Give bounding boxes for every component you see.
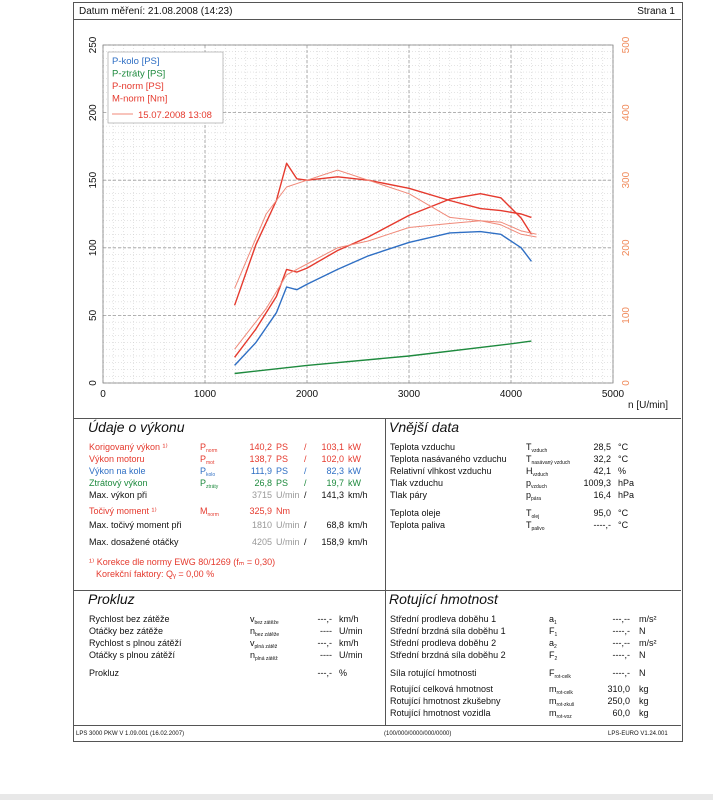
udaje-unit-2: kW [348, 478, 361, 488]
udaje-label: Výkon na kole [89, 466, 146, 476]
y-right-tick-label: 400 [621, 104, 632, 121]
symbol [526, 490, 541, 505]
symbol-subscript: ztráty [206, 484, 219, 490]
y-left-tick-label: 50 [88, 309, 99, 321]
vnejsi-label: Tlak vzduchu [390, 478, 444, 488]
rotujici-label: Síla rotující hmotnosti [390, 668, 477, 678]
udaje-value: 4205 [251, 537, 272, 547]
rotujici-value: 250,0 [607, 696, 630, 706]
udaje-separator: / [304, 478, 307, 488]
udaje-unit-2: km/h [348, 490, 368, 500]
legend-entry: P-kolo [PS] [112, 56, 160, 67]
legend-entry: 15.07.2008 13:08 [138, 110, 212, 121]
rotujici-unit: N [639, 626, 646, 636]
rotujici-label: Střední brzdná síla doběhu 2 [390, 650, 506, 660]
legend-entry: P-ztráty [PS] [112, 68, 166, 80]
udaje-unit-2: kW [348, 454, 361, 464]
udaje-separator: / [304, 520, 307, 530]
udaje-unit-2: km/h [348, 537, 368, 547]
rotujici-label: Rotující hmotnost vozidla [390, 708, 491, 718]
vnejsi-value: ----,- [593, 520, 611, 530]
symbol-letter: m [549, 684, 557, 694]
symbol-letter: F [549, 650, 555, 660]
symbol-letter: P [200, 442, 207, 452]
prokluz-label: Otáčky s plnou zátěží [89, 650, 176, 660]
udaje-separator: / [304, 490, 307, 500]
udaje-label: Max. dosažené otáčky [89, 537, 179, 547]
prokluz-label: Otáčky bez zátěže [89, 626, 164, 636]
symbol-subscript: olej [531, 514, 540, 520]
udaje-title: Údaje o výkonu [88, 419, 185, 435]
symbol-letter: v [250, 614, 255, 624]
udaje-unit: Nm [276, 506, 290, 516]
symbol-letter: T [526, 442, 532, 452]
udaje-unit: U/min [276, 490, 300, 500]
measurement-date: Datum měření: 21.08.2008 (14:23) [79, 6, 233, 17]
y-left-tick-label: 150 [88, 171, 99, 189]
udaje-unit: U/min [276, 520, 300, 530]
y-left-tick-label: 250 [88, 36, 99, 54]
vnejsi-value: 42,1 [593, 466, 611, 476]
y-left-tick-label: 200 [88, 104, 99, 121]
column-divider [385, 418, 386, 590]
prokluz-label: Rychlost s plnou zátěží [89, 638, 182, 648]
udaje-unit-2: kW [348, 442, 361, 452]
vnejsi-label: Tlak páry [390, 490, 428, 500]
vnejsi-unit: °C [618, 454, 629, 464]
rotujici-value: 310,0 [607, 684, 630, 694]
rotujici-value: ---,-- [612, 638, 630, 648]
prokluz-value: ---,- [317, 638, 332, 648]
legend-entry: P-norm [PS] [112, 81, 164, 92]
symbol-subscript: 1 [554, 620, 557, 626]
prokluz-unit: % [339, 668, 348, 678]
x-axis-label: n [U/min] [627, 400, 668, 411]
rotujici-value: ----,- [612, 650, 630, 660]
udaje-unit-2: kW [348, 466, 361, 476]
vnejsi-label: Teplota oleje [390, 508, 441, 518]
rotujici-unit: N [639, 668, 646, 678]
symbol-subscript: norm [207, 512, 219, 518]
vnejsi-value: 16,4 [593, 490, 611, 500]
prokluz-title: Prokluz [88, 591, 135, 607]
correction-factor: Korekční faktory: Qᵧ = 0,00 % [96, 569, 215, 579]
symbol-letter: P [200, 454, 207, 464]
symbol-letter: T [526, 454, 532, 464]
vnejsi-label: Teplota paliva [390, 520, 446, 530]
udaje-value: 138,7 [249, 454, 272, 464]
prokluz-unit: U/min [339, 626, 363, 636]
series-line-0 [235, 232, 532, 366]
symbol-subscript: 2 [554, 644, 557, 650]
symbol-subscript: nasávaný vzduch [531, 460, 571, 466]
udaje-value-2: 102,0 [321, 454, 344, 464]
page-number: Strana 1 [637, 6, 675, 17]
symbol-subscript: vzduch [531, 484, 547, 490]
symbol [549, 650, 557, 665]
symbol-subscript: rot-voz [556, 714, 572, 720]
udaje-unit: U/min [276, 537, 300, 547]
symbol [549, 668, 571, 683]
rotujici-label: Rotující celková hmotnost [390, 684, 494, 694]
udaje-separator: / [304, 466, 307, 476]
symbol-subscript: palivo [531, 526, 545, 532]
udaje-value-2: 103,1 [321, 442, 344, 452]
prokluz-value: ---- [320, 626, 332, 636]
udaje-separator: / [304, 454, 307, 464]
x-tick-label: 2000 [295, 389, 319, 400]
x-tick-label: 4000 [499, 389, 523, 400]
udaje-unit-2: km/h [348, 520, 368, 530]
y-right-tick-label: 0 [621, 380, 632, 386]
symbol-letter: a [549, 614, 555, 624]
legend-entry: M-norm [Nm] [112, 93, 168, 105]
rotujici-value: ---,-- [612, 614, 630, 624]
symbol-letter: F [549, 626, 555, 636]
vnejsi-unit: °C [618, 442, 629, 452]
rotujici-value: ----,- [612, 626, 630, 636]
series-line-1 [235, 341, 532, 373]
prokluz-value: ---,- [317, 614, 332, 624]
symbol-letter: a [549, 638, 555, 648]
symbol-letter: T [526, 520, 532, 530]
x-tick-label: 3000 [397, 389, 421, 400]
y-right-tick-label: 300 [621, 171, 632, 189]
rotujici-value: 60,0 [612, 708, 630, 718]
symbol-subscript: kolo [206, 472, 216, 478]
udaje-label: Max. výkon při [89, 490, 148, 500]
footer-software-version: LPS 3000 PKW V 1.09.001 (16.02.2007) [76, 731, 185, 737]
symbol [549, 708, 572, 723]
vnejsi-value: 95,0 [593, 508, 611, 518]
symbol [250, 650, 278, 665]
rotujici-unit: kg [639, 708, 649, 718]
symbol-letter: P [200, 478, 207, 488]
symbol-letter: n [250, 650, 256, 660]
udaje-label: Výkon motoru [89, 454, 145, 464]
symbol-subscript: 1 [554, 632, 558, 638]
symbol-subscript: plná zátěž [255, 656, 278, 662]
udaje-value: 1810 [251, 520, 272, 530]
udaje-value: 26,8 [254, 478, 272, 488]
prokluz-label: Prokluz [89, 668, 120, 678]
footer-euro-version: LPS-EURO V1.24.001 [608, 731, 668, 737]
symbol-subscript: mot [206, 460, 215, 466]
symbol-letter: m [549, 708, 557, 718]
prokluz-unit: km/h [339, 614, 359, 624]
rotujici-value: ----,- [612, 668, 630, 678]
udaje-value: 140,2 [249, 442, 272, 452]
prokluz-value: ---- [320, 650, 332, 660]
vnejsi-label: Teplota nasávaného vzduchu [390, 454, 507, 464]
prokluz-label: Rychlost bez zátěže [89, 614, 170, 624]
prokluz-value: ---,- [317, 668, 332, 678]
y-left-tick-label: 0 [88, 380, 99, 386]
rotujici-label: Střední prodleva doběhu 2 [390, 638, 497, 648]
symbol-subscript: rot-celk [556, 690, 573, 696]
symbol-subscript: norm [206, 448, 218, 454]
symbol-letter: p [526, 490, 532, 500]
symbol-letter: v [250, 638, 255, 648]
symbol-subscript: 2 [554, 656, 558, 662]
symbol-subscript: bez zátěže [255, 632, 280, 638]
rotujici-unit: N [639, 650, 646, 660]
udaje-unit: PS [276, 466, 289, 476]
symbol-subscript: pára [531, 496, 542, 502]
symbol-subscript: vzduch [531, 448, 548, 454]
vnejsi-title: Vnější data [389, 419, 460, 435]
y-left-tick-label: 100 [88, 239, 99, 257]
udaje-unit: PS [276, 454, 289, 464]
prokluz-unit: U/min [339, 650, 363, 660]
y-right-tick-label: 200 [621, 239, 632, 257]
udaje-value-2: 158,9 [321, 537, 344, 547]
rotujici-label: Střední brzdná síla doběhu 1 [390, 626, 506, 636]
y-right-tick-label: 100 [621, 307, 632, 324]
udaje-value-2: 141,3 [321, 490, 344, 500]
udaje-unit: PS [276, 478, 289, 488]
udaje-value: 3715 [251, 490, 272, 500]
vnejsi-value: 32,2 [593, 454, 611, 464]
rotujici-unit: kg [639, 696, 649, 706]
vnejsi-value: 1009,3 [583, 478, 611, 488]
vnejsi-unit: % [618, 466, 627, 476]
udaje-value: 325,9 [249, 506, 272, 516]
udaje-label: Ztrátový výkon [89, 478, 148, 488]
vnejsi-label: Relativní vlhkost vzduchu [390, 466, 492, 476]
udaje-label: Korigovaný výkon ¹⁾ [89, 442, 168, 452]
symbol-subscript: plná zátěž [254, 644, 278, 650]
symbol [200, 478, 218, 493]
correction-note: ¹⁾ Korekce dle normy EWG 80/1269 (fₘ = 0,30) [89, 557, 276, 567]
rotujici-unit: m/s² [639, 638, 657, 648]
scan-edge [0, 794, 713, 800]
x-tick-label: 1000 [193, 389, 217, 400]
prokluz-unit: km/h [339, 638, 359, 648]
symbol-subscript: bez zátěže [254, 620, 279, 626]
footer-code: (100/000/0000/000/0000) [384, 731, 452, 737]
column-divider [385, 590, 386, 725]
section-divider [73, 725, 681, 726]
symbol-letter: F [549, 668, 555, 678]
udaje-separator: / [304, 442, 307, 452]
x-tick-label: 5000 [601, 389, 625, 400]
symbol-subscript: rot-zkuš [556, 702, 575, 708]
symbol [200, 506, 219, 521]
symbol-subscript: rot-celk [554, 674, 571, 680]
symbol-letter: p [526, 478, 532, 488]
y-right-tick-label: 500 [621, 36, 632, 54]
series-line-2 [235, 194, 532, 358]
vnejsi-unit: hPa [618, 478, 635, 488]
udaje-label: Max. točivý moment při [89, 520, 182, 530]
udaje-value-2: 82,3 [326, 466, 344, 476]
vnejsi-unit: hPa [618, 490, 635, 500]
udaje-value-2: 68,8 [326, 520, 344, 530]
symbol-letter: M [200, 506, 208, 516]
rotujici-title: Rotující hmotnost [389, 591, 498, 607]
rotujici-label: Střední prodleva doběhu 1 [390, 614, 497, 624]
symbol-letter: n [250, 626, 256, 636]
series-line-4 [235, 221, 537, 349]
symbol-subscript: vzduch [532, 472, 549, 478]
section-divider [73, 590, 681, 591]
symbol-letter: P [200, 466, 207, 476]
vnejsi-unit: °C [618, 508, 629, 518]
udaje-label: Točivý moment ¹⁾ [89, 506, 157, 516]
vnejsi-unit: °C [618, 520, 629, 530]
rotujici-label: Rotující hmotnost zkušebny [390, 696, 501, 706]
udaje-separator: / [304, 537, 307, 547]
symbol-letter: m [549, 696, 557, 706]
udaje-value-2: 19,7 [326, 478, 344, 488]
vnejsi-label: Teplota vzduchu [390, 442, 456, 452]
symbol-letter: H [526, 466, 533, 476]
vnejsi-value: 28,5 [593, 442, 611, 452]
udaje-unit: PS [276, 442, 289, 452]
rotujici-unit: m/s² [639, 614, 657, 624]
rotujici-unit: kg [639, 684, 649, 694]
symbol-letter: T [526, 508, 532, 518]
symbol [526, 520, 545, 535]
x-tick-label: 0 [100, 389, 106, 400]
udaje-value: 111,9 [250, 466, 272, 476]
